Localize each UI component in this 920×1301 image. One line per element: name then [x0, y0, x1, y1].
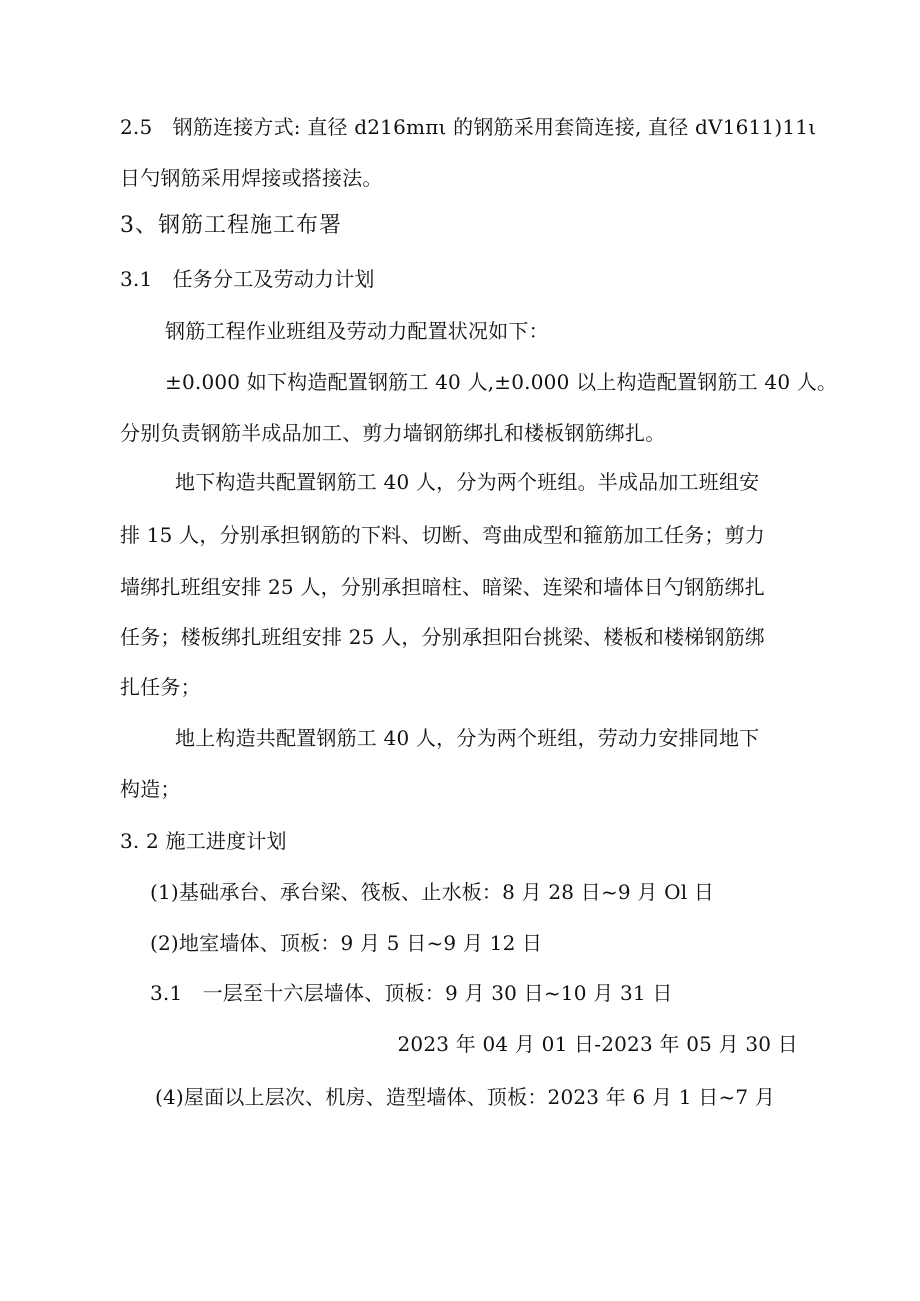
text-line-aboveground-2: 构造；: [120, 777, 181, 801]
schedule-item-1: (1)基础承台、承台梁、筏板、止水板：8 月 28 日~9 月 Ol 日: [150, 880, 715, 904]
subsection-heading-3-2: 3. 2 施工进度计划: [120, 829, 287, 853]
schedule-item-4: (4)屋面以上层次、机房、造型墙体、顶板：2023 年 6 月 1 日~7 月: [155, 1085, 776, 1109]
text-line-underground-5: 扎任务；: [120, 675, 201, 699]
text-line-crew-config: ±0.000 如下构造配置钢筋工 40 人,±0.000 以上构造配置钢筋工 40 人。: [165, 370, 838, 394]
text-line-crew-intro: 钢筋工程作业班组及劳动力配置状况如下：: [165, 319, 549, 343]
text-line-underground-1: 地下构造共配置钢筋工 40 人，分为两个班组。半成品加工班组安: [175, 470, 760, 494]
section-heading-3: 3、钢筋工程施工布署: [120, 213, 342, 238]
text-line-underground-3: 墙绑扎班组安排 25 人，分别承担暗柱、暗梁、连梁和墙体日勺钢筋绑扎: [120, 575, 765, 599]
text-line-aboveground-1: 地上构造共配置钢筋工 40 人，分为两个班组，劳动力安排同地下: [175, 726, 760, 750]
text-line-underground-4: 任务；楼板绑扎班组安排 25 人，分别承担阳台挑梁、楼板和楼梯钢筋绑: [120, 625, 765, 649]
schedule-item-3: 3.1 一层至十六层墙体、顶板：9 月 30 日~10 月 31 日: [150, 981, 673, 1005]
text-line-crew-duties: 分别负责钢筋半成品加工、剪力墙钢筋绑扎和楼板钢筋绑扎。: [120, 421, 666, 445]
text-line-underground-2: 排 15 人，分别承担钢筋的下料、切断、弯曲成型和箍筋加工任务；剪力: [120, 523, 765, 547]
text-line-connection-method: 2.5 钢筋连接方式: 直径 d216mπι 的钢筋采用套筒连接, 直径 dV1611)11ι: [120, 115, 817, 139]
schedule-item-3-dates: 2023 年 04 月 01 日-2023 年 05 月 30 日: [397, 1032, 798, 1056]
subsection-heading-3-1: 3.1 任务分工及劳动力计划: [120, 267, 375, 291]
schedule-item-2: (2)地室墙体、顶板：9 月 5 日~9 月 12 日: [150, 931, 543, 955]
text-line-connection-method-cont: 日勺钢筋采用焊接或搭接法。: [120, 166, 383, 190]
